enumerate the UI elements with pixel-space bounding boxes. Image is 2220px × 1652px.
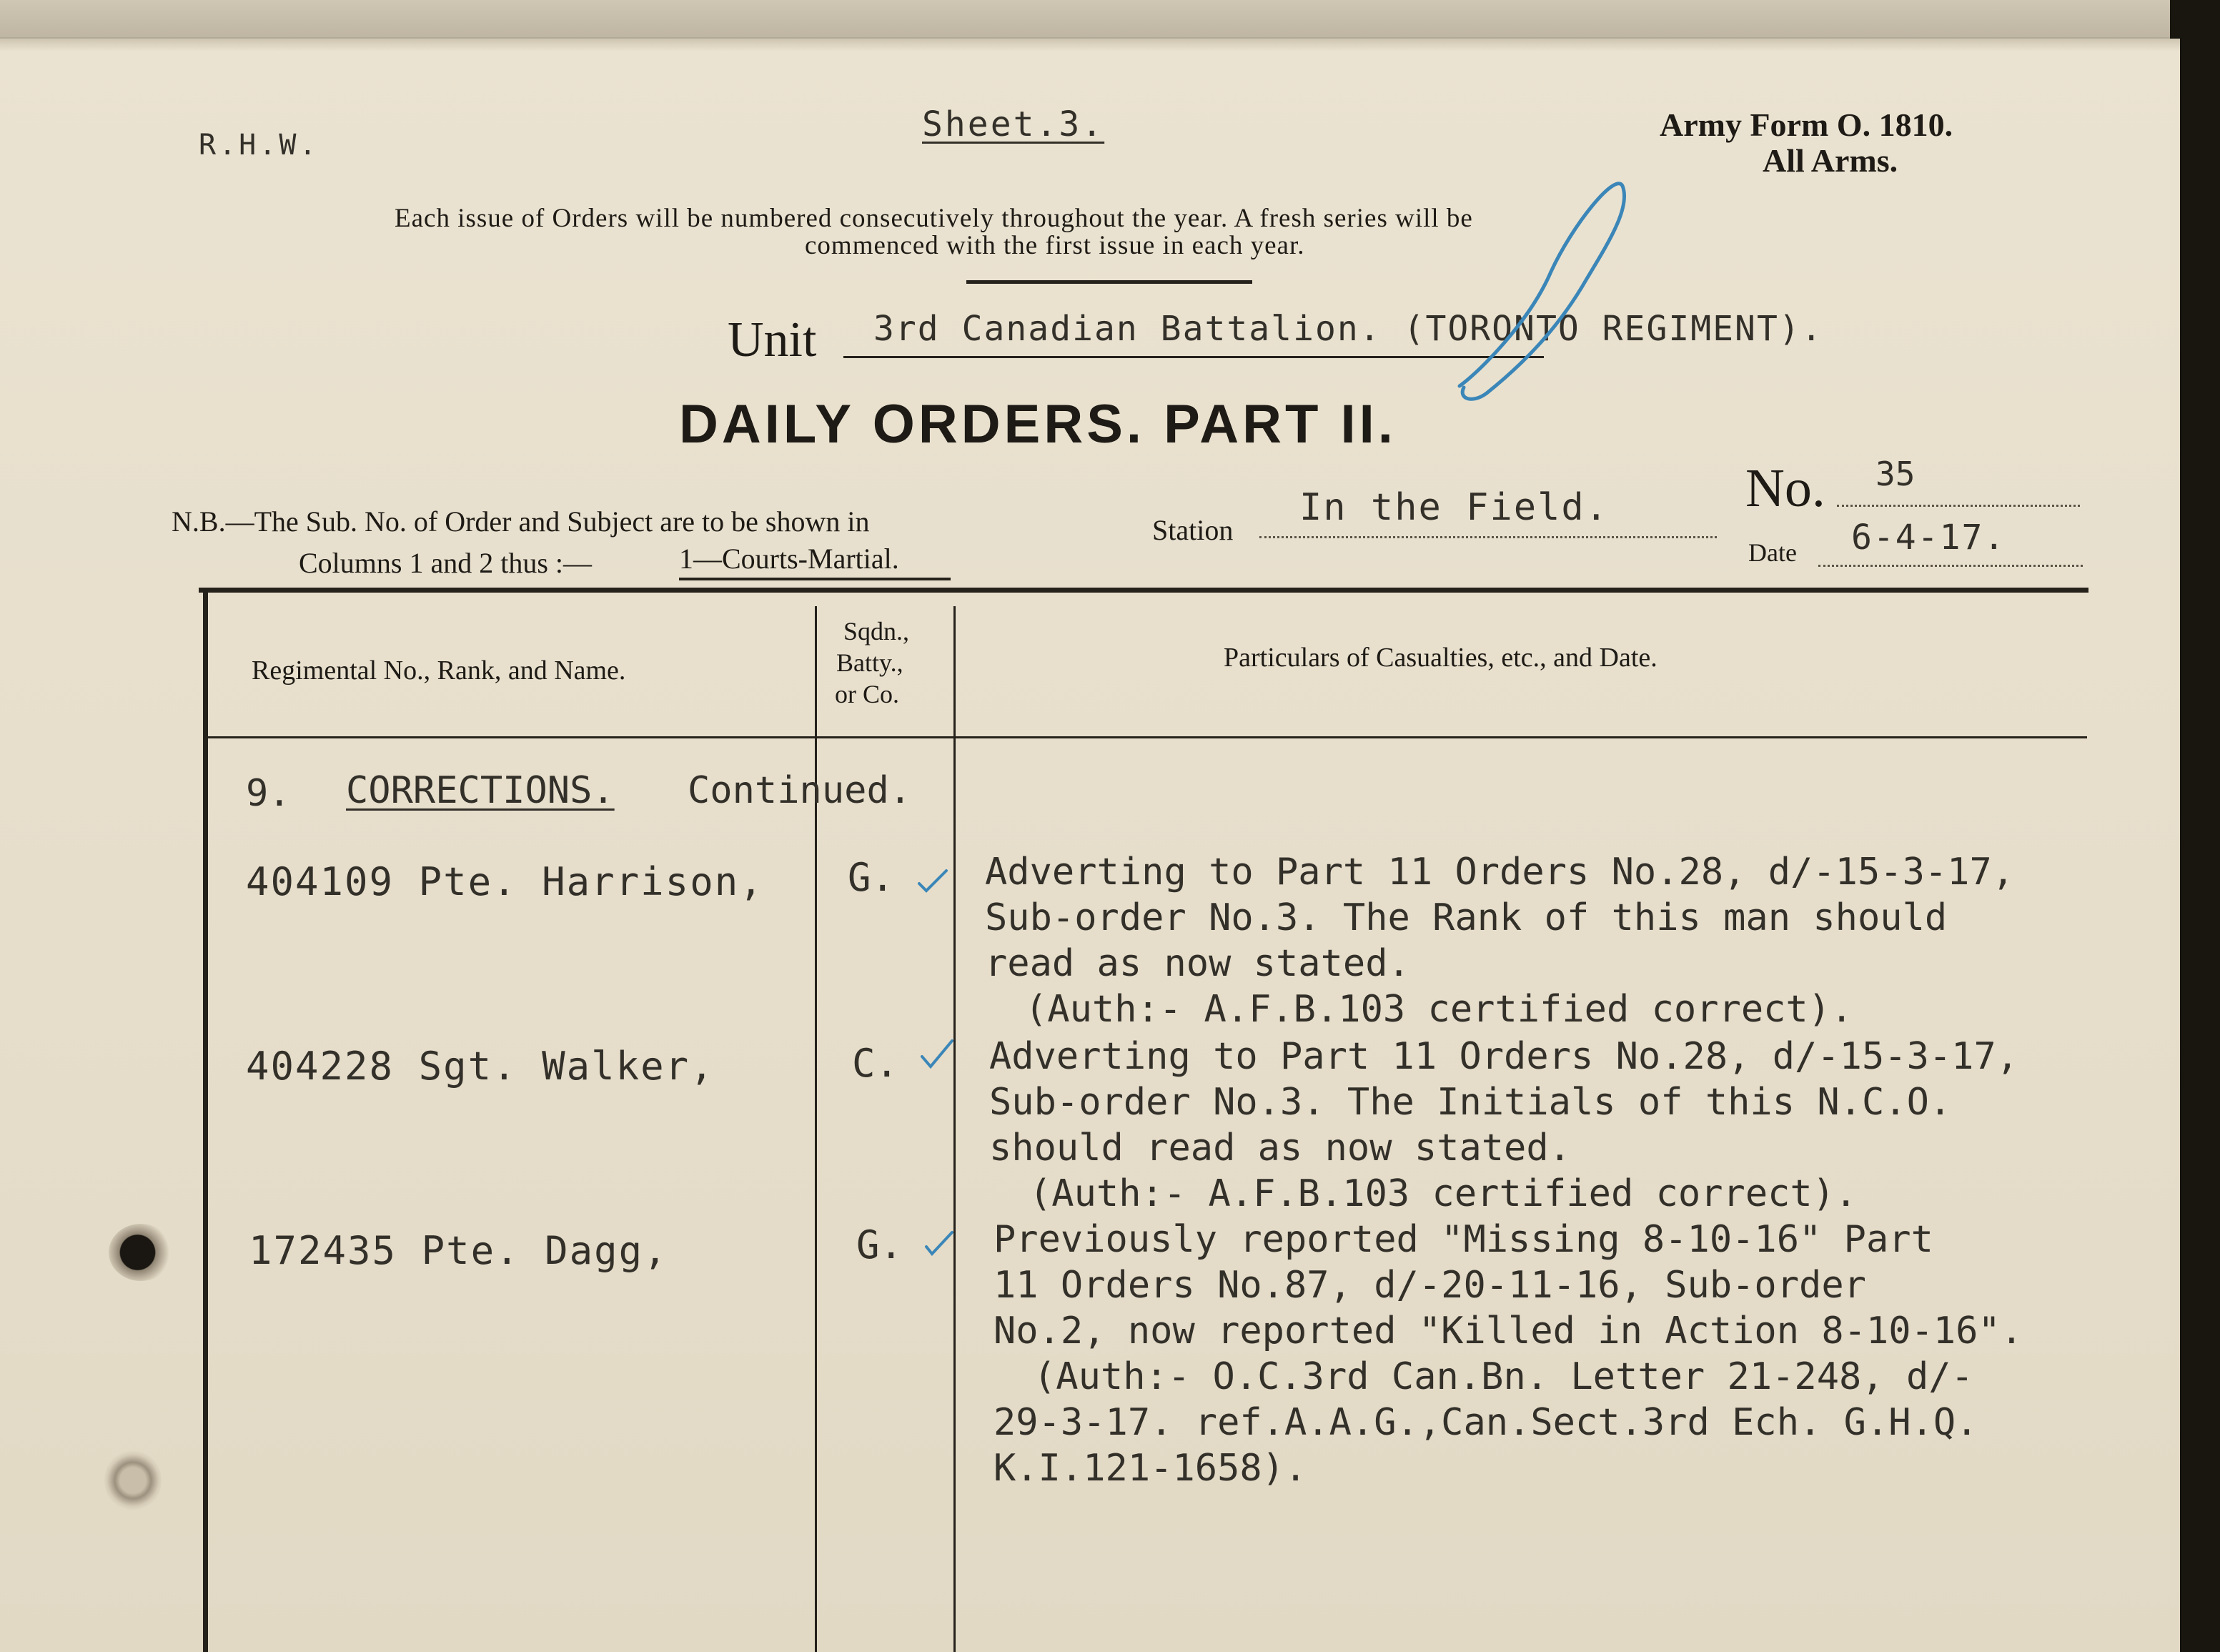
nb-example-underline: [679, 578, 951, 580]
unit-value: 3rd Canadian Battalion. (TORONTO REGIMENT).: [873, 309, 1823, 349]
entry-company: C.: [852, 1041, 899, 1086]
rhw-mark: R.H.W.: [199, 129, 319, 162]
order-number-label: No.: [1745, 458, 1825, 518]
numbering-notice-line1: Each issue of Orders will be numbered consecutively throughout the year. A fresh series will be: [395, 204, 1473, 233]
sheet-number: Sheet.3.: [922, 104, 1105, 144]
numbering-notice-line2: commenced with the first issue in each year.: [805, 231, 1305, 260]
particulars-line: Previously reported "Missing 8-10-16" Part: [993, 1218, 1933, 1261]
table-column-rule-1: [815, 606, 817, 1652]
date-label: Date: [1748, 538, 1797, 567]
date-value: 6-4-17.: [1851, 518, 2006, 558]
table-left-rule: [203, 590, 208, 1652]
army-form-scope: All Arms.: [1763, 142, 1898, 179]
order-number-dots: [1837, 505, 2080, 507]
nb-note-line2-example: 1—Courts-Martial.: [679, 543, 899, 575]
entry-particulars: [993, 1218, 2209, 1518]
column-header-company-3: or Co.: [835, 680, 899, 708]
particulars-line: read as now stated.: [985, 942, 1410, 985]
table-header-rule: [207, 736, 2087, 738]
particulars-line: No.2, now reported "Killed in Action 8-10-16".: [993, 1310, 2023, 1352]
order-number-value: 35: [1875, 455, 1916, 493]
column-header-company-1: Sqdn.,: [843, 617, 910, 646]
column-header-company-2: Batty.,: [836, 648, 903, 677]
particulars-line: Sub-order No.3. The Initials of this N.C.O.: [989, 1081, 1952, 1124]
entry-particulars: [989, 1035, 2204, 1228]
particulars-line: 11 Orders No.87, d/-20-11-16, Sub-order: [993, 1264, 1866, 1307]
column-header-particulars: Particulars of Casualties, etc., and Date.: [1224, 643, 1657, 673]
section-suffix: Continued.: [688, 769, 912, 812]
nb-note-line1: N.B.—The Sub. No. of Order and Subject are to be shown in: [172, 505, 870, 538]
entry-name: 404228 Sgt. Walker,: [246, 1044, 715, 1089]
station-label: Station: [1152, 514, 1234, 546]
particulars-line: Adverting to Part 11 Orders No.28, d/-15-3-17,: [989, 1035, 2019, 1078]
particulars-line: 29-3-17. ref.A.A.G.,Can.Sect.3rd Ech. G.H.Q.: [993, 1401, 1978, 1444]
entry-particulars: [985, 851, 2200, 1044]
checkmark-icon: [916, 866, 949, 895]
station-dots: [1259, 536, 1717, 538]
particulars-line: should read as now stated.: [989, 1127, 1571, 1169]
section-number: 9.: [246, 772, 291, 815]
pen-mark: [1444, 157, 1651, 407]
entry-company: G.: [848, 855, 895, 900]
document-title: DAILY ORDERS. PART II.: [679, 394, 1397, 455]
particulars-line: (Auth:- A.F.B.103 certified correct).: [1025, 988, 1853, 1031]
unit-label: Unit: [728, 312, 817, 367]
entry-company: G.: [856, 1222, 903, 1267]
punch-hole-icon: [104, 1448, 162, 1513]
punch-hole-icon: [109, 1224, 173, 1281]
column-header-name: Regimental No., Rank, and Name.: [252, 656, 626, 686]
table-top-rule: [199, 588, 2088, 593]
date-dots: [1818, 565, 2083, 567]
station-value: In the Field.: [1299, 486, 1609, 529]
nb-note-line2-prefix: Columns 1 and 2 thus :—: [299, 547, 593, 579]
particulars-line: (Auth:- O.C.3rd Can.Bn. Letter 21-248, d/-: [1034, 1355, 1973, 1398]
particulars-line: K.I.121-1658).: [993, 1447, 1307, 1490]
header-divider: [966, 280, 1252, 284]
unit-underline: [843, 356, 1544, 358]
particulars-line: Sub-order No.3. The Rank of this man should: [985, 896, 1948, 939]
section-title: CORRECTIONS.: [346, 769, 615, 812]
army-form-number: Army Form O. 1810.: [1660, 107, 1953, 143]
entry-name: 172435 Pte. Dagg,: [249, 1228, 668, 1273]
particulars-line: (Auth:- A.F.B.103 certified correct).: [1029, 1172, 1858, 1215]
checkmark-icon: [919, 1038, 955, 1071]
particulars-line: Adverting to Part 11 Orders No.28, d/-15-3-17,: [985, 851, 2015, 894]
table-column-rule-2: [953, 606, 956, 1652]
checkmark-icon: [923, 1228, 956, 1258]
entry-name: 404109 Pte. Harrison,: [246, 859, 764, 904]
